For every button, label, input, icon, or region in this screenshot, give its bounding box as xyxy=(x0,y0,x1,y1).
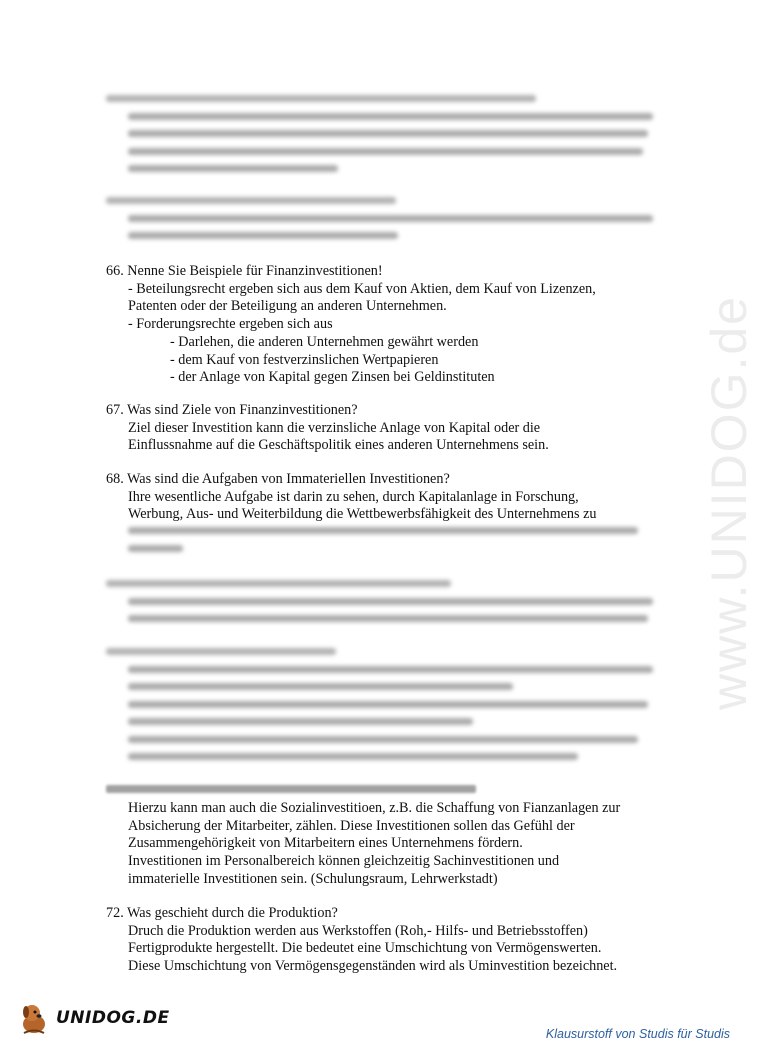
footer-tagline: Klausurstoff von Studis für Studis xyxy=(545,1027,730,1041)
answer-line: Ziel dieser Investition kann die verzinsliche Anlage von Kapital oder die xyxy=(128,419,541,436)
answer-line: Druch die Produktion werden aus Werkstoffen (Roh,- Hilfs- und Betriebsstoffen) xyxy=(128,922,588,939)
answer-line: Investitionen im Personalbereich können gleichzeitig Sachinvestitionen und xyxy=(128,853,560,870)
question-72-title: 72. Was geschieht durch die Produktion? xyxy=(106,905,338,921)
question-72 xyxy=(106,905,617,976)
answer-subline: - der Anlage von Kapital gegen Zinsen bei Geldinstituten xyxy=(170,369,495,386)
question-71 xyxy=(106,800,620,889)
blurred-question-71-title xyxy=(106,785,476,793)
answer-subline: - dem Kauf von festverzinslichen Wertpapieren xyxy=(170,351,439,368)
answer-line: - Forderungsrechte ergeben sich aus xyxy=(128,316,333,333)
unidog-logo[interactable] xyxy=(16,1000,170,1036)
watermark: www.UNIDOG.de xyxy=(701,295,757,710)
answer-line: Diese Umschichtung von Vermögensgegenständen wird als Uminvestition bezeichnet. xyxy=(128,958,618,975)
answer-line: Fertigprodukte hergestellt. Die bedeutet eine Umschichtung von Vermögenswerten. xyxy=(128,940,602,957)
answer-line: Ihre wesentliche Aufgabe ist darin zu sehen, durch Kapitalanlage in Forschung, xyxy=(128,488,579,505)
answer-line: Werbung, Aus- und Weiterbildung die Wettbewerbsfähigkeit des Unternehmens zu xyxy=(128,506,597,523)
answer-line: Zusammengehörigkeit von Mitarbeitern eines Unternehmens fördern. xyxy=(128,835,523,852)
answer-line: Patenten oder der Beteiligung an anderen Unternehmen. xyxy=(128,298,447,315)
question-66 xyxy=(106,263,596,387)
logo-text: UNIDOG.DE xyxy=(56,1008,170,1028)
answer-line: Einflussnahme auf die Geschäftspolitik eines anderen Unternehmens sein. xyxy=(128,437,549,454)
question-68 xyxy=(106,471,596,524)
dog-mascot-icon xyxy=(16,1000,52,1036)
question-66-title: 66. Nenne Sie Beispiele für Finanzinvestitionen! xyxy=(106,263,383,279)
question-67-title: 67. Was sind Ziele von Finanzinvestitionen? xyxy=(106,402,358,418)
blurred-question-64 xyxy=(106,95,653,183)
blurred-question-68-continuation xyxy=(106,527,638,562)
blurred-question-65 xyxy=(106,197,653,250)
answer-line: - Beteilungsrecht ergeben sich aus dem Kauf von Aktien, dem Kauf von Lizenzen, xyxy=(128,280,596,297)
answer-line: Absicherung der Mitarbeiter, zählen. Diese Investitionen sollen das Gefühl der xyxy=(128,817,575,834)
answer-subline: - Darlehen, die anderen Unternehmen gewährt werden xyxy=(170,333,479,350)
blurred-question-69 xyxy=(106,580,653,633)
answer-line: immaterielle Investitionen sein. (Schulungsraum, Lehrwerkstadt) xyxy=(128,870,498,887)
question-67 xyxy=(106,402,549,455)
question-68-title: 68. Was sind die Aufgaben von Immateriellen Investitionen? xyxy=(106,471,450,487)
answer-line: Hierzu kann man auch die Sozialinvestitioen, z.B. die Schaffung von Fianzanlagen zur xyxy=(128,800,621,816)
blurred-question-70 xyxy=(106,648,653,771)
